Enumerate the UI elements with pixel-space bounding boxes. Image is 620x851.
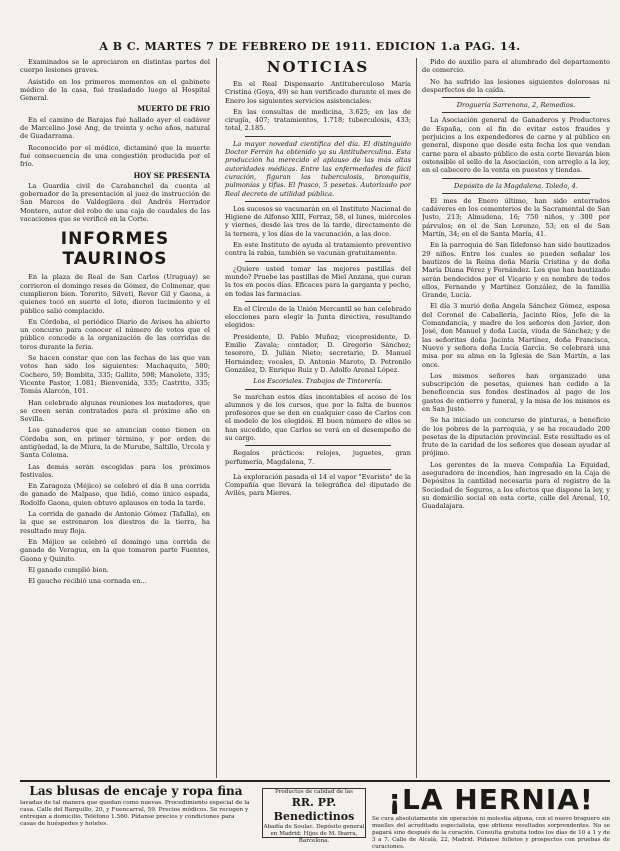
divider: [245, 389, 391, 390]
divider: [442, 97, 590, 98]
ad-text: Productos de calidad de las: [274, 789, 354, 795]
paragraph: Pido de auxilio para el alumbrado del departamento de comercio.: [422, 58, 610, 75]
paragraph: Los mismos señores han organizado una subscripción de pesetas, quienes han cedido a la beneficencia sus fondos destinados al pago de los gastos de entierro y funeral, y la misa de los mismos es en San Justo.: [422, 371, 610, 413]
paragraph: Los gerentes de la nueva Compañía La Equidad, aseguradora de incendios, han ingresado en la Caja de Depósitos la cantidad necesaria para el registro de la Sociedad de Seguros, a los efectos que dispone la ley, y su domicilio social en esta corte, calle del Arenal, 10, Guadalajara.: [422, 460, 610, 511]
paragraph: Regalos prácticos: relojes, juguetes, gran perfumería, Magdalena, 7.: [225, 449, 411, 466]
subheading: MUERTO DE FRIO: [137, 104, 210, 114]
ad-benedictinos: [262, 788, 366, 844]
paragraph: Han celebrado algunas reuniones los matadores, que se creen serán contratados para el próximo año en Sevilla.: [20, 398, 210, 424]
paragraph: Las demás serán escogidas para los próximos festivales.: [20, 462, 210, 479]
paragraph: En Zaragoza (Méjico) se celebró el día 8 una corrida de ganado de Malpaso, que lidió, como único espada, Rodolfo Gaona, quien obtuvo aplausos en toda la tarde.: [20, 482, 210, 507]
subheading: HOY SE PRESENTA: [133, 170, 210, 180]
paragraph: En Méjico se celebró el domingo una corrida de ganado de Veragua, en la que tomaron parte Fuentes, Gaona y Quinito.: [20, 537, 210, 563]
paragraph: El gaucho recibió una cornada en...: [28, 577, 147, 586]
paragraph: La corrida de ganado de Antonio Gómez (Tafalla), en la que se estrenaron los diestros de la tierra, ha resultado muy floja.: [20, 510, 210, 535]
paragraph: El mes de Enero último, han sido enterrados cadáveres en los cementerios de la Sacramental de San Justo, 213; Almudena, 16; 750 niños, y 300 por párvulos; en el de San Lorenzo, 53; en el de San Martín, 34; en el de Santa María, 41.: [422, 196, 610, 239]
paragraph: Se ha iniciado un concurso de pinturas, a beneficio de los pobres de la parroquia, y se ha recaudado 200 pesetas de la diputación provincial. Este resultado es el fruto de la caridad de los señores que desean ayudar al prójimo.: [422, 416, 610, 458]
paragraph: En el Círculo de la Unión Mercantil se han celebrado elecciones para elegir la Junta directiva, resultando elegidos:: [225, 304, 411, 330]
ad-text: Se cura absolutamente sin operación ni molestia alguna, con el nuevo braguero sin muelles del acreditado especialista, que obtiene resultados sorprendentes. No se pagará sino después de la curación. Consulta gratuita todos los días de 10 a 1 y de 3 a 7. Calle de Alcalá, 22, Madrid. Pídanse folletos y prospectos con pruebas de curaciones.: [372, 816, 610, 850]
divider: [245, 301, 391, 302]
paragraph: Los ganaderos que se anuncian como tienen en Córdoba son, en primer término, y por orden de antigüedad, la de Miura, la de Murube, Saltillo, Urcola y Santa Coloma.: [20, 426, 210, 460]
paragraph: Examinados se le apreciaron en distintas partes del cuerpo lesiones graves.: [20, 58, 210, 75]
paragraph: En el camino de Barajas fué hallado ayer el cadáver de Marcelino José Ang, de treinta y ocho años, natural de Guadarrama.: [20, 115, 210, 141]
ad-title: RR. PP. Benedictinos: [273, 796, 355, 823]
paragraph: En las consultas de medicina, 3.625; en las de cirugía, 407; tratamientos, 1.718; tuberculosis, 433; total, 2.185.: [225, 107, 411, 133]
ad-line: Depósito de la Magdalena. Toledo, 4.: [454, 181, 578, 190]
paragraph: La exploración pasada el 14 el vapor "Evaristo" de la Compañía que llevará la telegráfica del diputado de Avilés, para Mieres.: [225, 472, 411, 498]
paragraph: Asistido en los primeros momentos en el gabinete médico de la casa, fué trasladado luego al Hospital General.: [20, 77, 210, 103]
ad-text: Abadía de Soulac. Depósito general en Madrid: Hijos de M. Ibarra, Barcelona.: [263, 824, 365, 844]
advertisement-strip: [20, 780, 610, 850]
ad-line: Los Escoriales. Trabajos de Tintorería.: [253, 377, 383, 386]
ad-text: lavadas de tal manera que quedan como nuevas. Procedimiento especial de la casa. Calle del Barquillo, 20, y Fuencarral, 59. Precios módicos. Se recogen y entregan a domicilio. Teléfono 1.560. Pídanse precios y condiciones para casas de huéspedes y hoteles.: [20, 800, 250, 827]
divider: [245, 201, 391, 202]
column-rule: [416, 58, 417, 778]
divider: [245, 469, 391, 470]
ad-line: Droguería Sarrenona, 2, Remedios.: [456, 101, 576, 110]
paragraph: Reconocido por el médico, dictaminó que la muerte fué consecuencia de una congestión producida por el frío.: [20, 143, 210, 169]
ad-title: ¡LA HERNIA!: [388, 783, 594, 816]
paragraph: La Asociación general de Ganaderos y Productores de España, con el fin de evitar estos fraudes y perjuicios a los expendedores de carne y al público en general, dispone que desde esta fecha los que vendan carne para el abasto público de esta corte llevarán bien ostensible el sello de la Asociación, con arreglo a la ley, en el cabecero de la venta en puestos y tiendas.: [422, 116, 610, 175]
ad-blusas: [20, 782, 252, 836]
paragraph: No ha sufrido las lesiones siguientes dolorosas ni desperfectos de la caída.: [422, 77, 610, 94]
paragraph: Presidente, D. Pablo Muñoz; vicepresidente, D. Emilio Zavala; contador, D. Gregorio Sánchez; tesorero, D. Julián Nieto; secretario, D. Manuel Hernández; vocales, D. Antonio Maroto, D. Petronilo González, D. Enrique Ruiz y D. Adolfo Arenal López.: [225, 332, 411, 374]
paragraph: En la plaza de Real de San Carlos (Uruguay) se corrieron el domingo reses de Gómez, de Colmenar, que cumplieron bien. Torerito, Silveti, Rever Gil y Gaona, a quienes tocó en suerte el lote, dieron lucimiento y el público salió complacido.: [20, 273, 210, 315]
paragraph: El día 3 murió doña Angela Sánchez Gómez, esposa del Coronel de Caballería, Jacinto Ríos, Jefe de la Comandancia, y madre de los señores don Javier, don José, don Manuel y doña Lucía, viuda de Sánchez; y de las señoritas doña Jacinta Martínez, doña Francisca, Nuevo y señora doña Lucía García. Se celebrará una misa por su alma en la Iglesia de San Martín, a las once.: [422, 302, 610, 369]
column-left: [20, 58, 210, 778]
column-right: [422, 58, 610, 778]
paragraph: En la parroquia de San Ildefonso han sido bautizados 29 niños. Entre los cuales se pueden señalar los bautizos de la Reina doña María Cristina y de doña María Diana Pérez y Fernández. Los que han bautizado serán bendecidos por el Vicario y en nombre de todos ellos, Fernando y Martínez González, de la familia Grande, Lucía.: [422, 241, 610, 300]
paragraph: El ganado cumplió bien.: [28, 565, 109, 574]
paragraph: En Córdoba, el periódico Diario de Avisos ha abierto un concurso para conocer el número de votos que el público concede a la organización de las corridas de toros durante la feria.: [20, 317, 210, 351]
divider: [245, 136, 391, 137]
paragraph: ¿Quiere usted tomar las mejores pastillas del mundo? Pruebe las pastillas de Miel Anzana, que curan la tos en pocos días. Eficaces para la garganta y pecho, en todas las farmacias.: [225, 264, 411, 298]
divider: [442, 193, 590, 194]
page-header: A B C. MARTES 7 DE FEBRERO DE 1911. EDICION 1.a PAG. 14.: [99, 40, 521, 53]
column-middle: [225, 58, 411, 778]
column-rule: [216, 58, 217, 778]
divider: [442, 112, 590, 113]
paragraph: Se hacen constar que con las fechas de las que van votos han sido los siguientes: Machaquito, 500; Cochero, 59; Bombita, 335; Gallito, 598; Manolete, 335; Vicente Pastor, 1.081; Bienvenida, 335; Castrito, 335; Tomás Alarcón, 101.: [20, 354, 210, 396]
divider: [442, 178, 590, 179]
paragraph: En el Real Dispensario Antituberculoso María Cristina (Goya, 49) se han verificado durante el mes de Enero los siguientes servicios asistenciales:: [225, 80, 411, 105]
paragraph: Se marchan estos días incontables el acoso de los alumnos y de los cursos, que por la falta de buenos profesores que se den en cualquier caso de Carlos con el modelo de los elegidos. El buen número de ellos se han sucedido, que Carlos se verá en el desempeño de su cargo.: [225, 392, 411, 442]
paragraph: Los sucesos se vacunarán en el Instituto Nacional de Higiene de Alfonso XIII, Ferraz, 58, el lunes, miércoles y viernes, desde las tres de la tarde, directamente de la ternera, y los días de la vacunación, a las doce.: [225, 204, 411, 238]
divider: [245, 261, 391, 262]
paragraph: La Guardia civil de Carabanchel da cuenta al gobernador de la presentación al juez de instrucción de San Marcos de Valdegilera del Andrés Herrador Montero, autor del robo de una caja de caudales de las vacaciones que se verificó en la Corte.: [20, 181, 210, 224]
paragraph: La mayor novedad científica del día. El distinguido Doctor Ferrán ha obtenido ya su Antituberculina. Esta producción ha merecido el aplauso de las más altas autoridades médicas. Entre las enfermedades de fácil curación, figuran las tuberculosis, bronquitis, pulmonías y tifus. El frasco, 5 pesetas. Autorizado por Real decreto de utilidad pública.: [225, 139, 411, 198]
ad-title: Las blusas de encaje y ropa fina: [29, 784, 243, 798]
ad-hernia: [372, 783, 610, 850]
divider: [245, 445, 391, 446]
section-title-noticias: NOTICIAS: [266, 58, 370, 76]
paragraph: En este Instituto de ayuda al tratamiento preventivo contra la rabia, también se vacunan gratuitamente.: [225, 241, 411, 258]
section-title-informes-taurinos: INFORMES TAURINOS: [60, 229, 170, 270]
